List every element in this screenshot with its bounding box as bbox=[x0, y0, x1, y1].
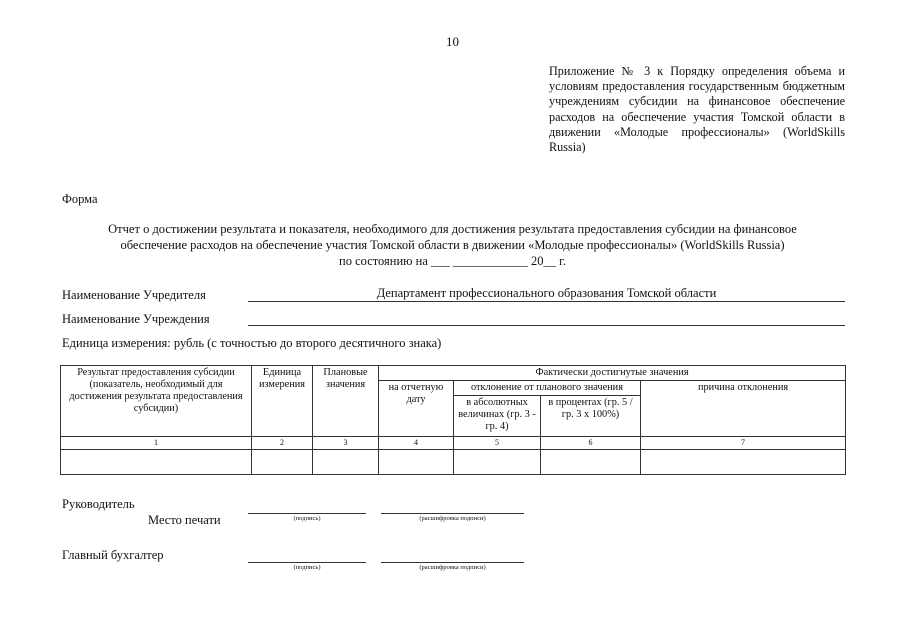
institution-label: Наименование Учреждения bbox=[62, 312, 210, 326]
report-table bbox=[60, 365, 846, 475]
header-plan: Плановые значения bbox=[313, 366, 379, 437]
column-number: 1 bbox=[61, 437, 252, 450]
institution-value bbox=[248, 310, 845, 326]
accountant-signature-line bbox=[248, 548, 366, 563]
head-decode-line bbox=[381, 499, 524, 514]
empty-cell[interactable] bbox=[541, 450, 641, 475]
founder-label: Наименование Учредителя bbox=[62, 288, 206, 302]
header-deviation: отклонение от планового значения bbox=[454, 381, 641, 396]
empty-cell[interactable] bbox=[454, 450, 541, 475]
column-number: 7 bbox=[641, 437, 846, 450]
report-title-line-1: Отчет о достижении результата и показателя, необходимого для достижения результата предоставления субсидии на финансовое bbox=[108, 222, 797, 236]
column-number: 3 bbox=[313, 437, 379, 450]
report-title-line-2: обеспечение расходов на обеспечение участия Томской области в движении «Молодые профессионалы» (WorldSkills Russia) bbox=[120, 237, 785, 252]
unit-of-measure: Единица измерения: рубль (с точностью до второго десятичного знака) bbox=[62, 336, 442, 350]
accountant-signature-caption: (подпись) bbox=[293, 564, 321, 571]
appendix-note: Приложение № 3 к Порядку определения объема и условиям предоставления государственным бюджетным учреждениям субсидии на финансовое обеспечение расходов на обеспечение участия Томской области в движении «Молодые профессионалы» (WorldSkills Russia) bbox=[549, 64, 845, 155]
empty-cell[interactable] bbox=[313, 450, 379, 475]
header-deviation-abs: в абсолютных величинах (гр. 3 - гр. 4) bbox=[454, 396, 541, 437]
header-reason: причина отклонения bbox=[641, 381, 846, 437]
column-number: 2 bbox=[252, 437, 313, 450]
header-reporting-date: на отчетную дату bbox=[379, 381, 454, 437]
empty-cell[interactable] bbox=[61, 450, 252, 475]
column-number: 5 bbox=[454, 437, 541, 450]
accountant-decode-caption: (расшифровка подписи) bbox=[419, 564, 486, 571]
form-label: Форма bbox=[62, 192, 98, 206]
header-deviation-pct: в процентах (гр. 5 / гр. 3 х 100%) bbox=[541, 396, 641, 437]
report-title bbox=[50, 222, 855, 269]
header-actual: Фактически достигнутые значения bbox=[379, 366, 846, 381]
seal-label: Место печати bbox=[148, 513, 221, 527]
page-number: 10 bbox=[446, 34, 459, 49]
empty-cell[interactable] bbox=[252, 450, 313, 475]
empty-cell[interactable] bbox=[641, 450, 846, 475]
column-number: 6 bbox=[541, 437, 641, 450]
empty-cell[interactable] bbox=[379, 450, 454, 475]
head-decode-caption: (расшифровка подписи) bbox=[419, 515, 486, 522]
report-title-line-3: по состоянию на ___ ____________ 20__ г. bbox=[339, 253, 566, 268]
column-number: 4 bbox=[379, 437, 454, 450]
head-label: Руководитель bbox=[62, 497, 135, 511]
head-signature-caption: (подпись) bbox=[293, 515, 321, 522]
table-row bbox=[61, 450, 846, 475]
chief-accountant-label: Главный бухгалтер bbox=[62, 548, 164, 562]
head-signature-line bbox=[248, 499, 366, 514]
founder-value: Департамент профессионального образования Томской области bbox=[248, 286, 845, 302]
accountant-decode-line bbox=[381, 548, 524, 563]
header-unit: Единица измерения bbox=[252, 366, 313, 437]
header-result: Результат предоставления субсидии (показатель, необходимый для достижения результата предоставления субсидии) bbox=[61, 366, 252, 437]
